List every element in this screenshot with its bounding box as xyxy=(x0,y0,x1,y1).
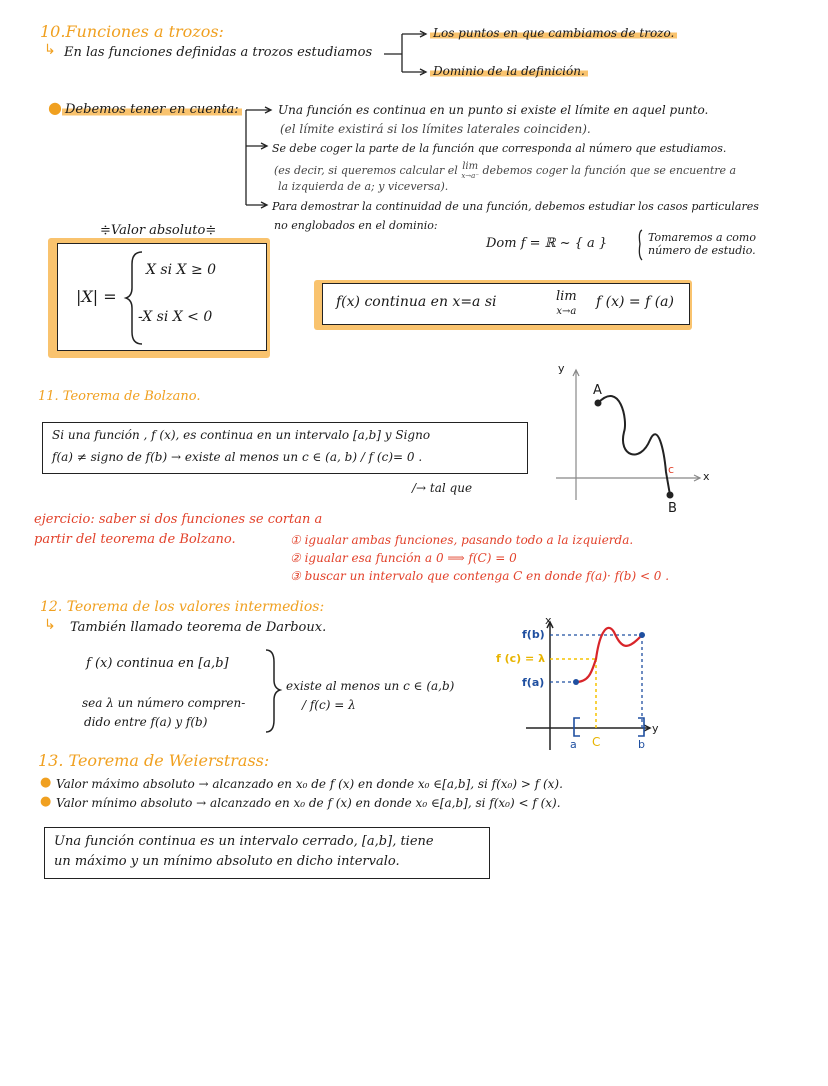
bolzano-y-label: y xyxy=(558,362,565,375)
consider-point-2c: la izquierda de a; y viceversa). xyxy=(278,180,449,193)
s10-intro: En las funciones definidas a trozos estudiamos xyxy=(64,45,373,60)
s10-branch-1: Los puntos en que cambiamos de trozo. xyxy=(430,26,677,40)
domain-note-2: número de estudio. xyxy=(648,244,756,257)
exercise-line-2: partir del teorema de Bolzano. xyxy=(34,532,236,547)
darboux-axes xyxy=(526,622,650,750)
darboux-graph xyxy=(490,610,690,760)
section-11-title: 11. Teorema de Bolzano. xyxy=(38,389,201,404)
consider-point-1: Una función es continua en un punto si existe el límite en aquel punto. xyxy=(278,103,709,117)
weierstrass-box-line-1: Una función continua es un intervalo cerrado, [a,b], tiene xyxy=(54,834,434,849)
bolzano-c-label: c xyxy=(668,463,675,476)
lim-label: lim xyxy=(462,161,479,172)
s12-result-2: / f(c) = λ xyxy=(302,698,356,712)
abs-lhs: |X| = xyxy=(76,287,117,306)
bolzano-x-label: x xyxy=(703,470,710,483)
s10-branch-2: Dominio de la definición. xyxy=(430,64,588,78)
exercise-step-2: ② igualar esa función a 0 ⟹ f(C) = 0 xyxy=(290,551,517,565)
interval-open-bracket xyxy=(574,718,580,736)
bullet-icon-2: ● xyxy=(40,775,52,790)
domain-note-1: Tomaremos a como xyxy=(648,231,756,244)
consider-point-2: Se debe coger la parte de la función que corresponda al número que estudiamos. xyxy=(272,142,727,155)
continuity-result: f (x) = f (a) xyxy=(596,294,674,310)
s12-result-1: existe al menos un c ∈ (a,b) xyxy=(286,679,455,693)
bolzano-b-label: B xyxy=(668,501,677,516)
darboux-y-label: y xyxy=(652,722,659,735)
bullet-icon: ● xyxy=(48,98,62,117)
consider-point-3: Para demostrar la continuidad de una función, debemos estudiar los casos particulares xyxy=(272,200,759,213)
weierstrass-max: Valor máximo absoluto → alcanzado en x₀ de f (x) en donde x₀ ∈[a,b], si f(x₀) > f (x). xyxy=(56,777,563,791)
weierstrass-min: Valor mínimo absoluto → alcanzado en x₀ de f (x) en donde x₀ ∈[a,b], si f(x₀) < f (x). xyxy=(56,796,561,810)
tal-que-note: /→ tal que xyxy=(412,481,473,495)
lambda-guide xyxy=(550,659,596,728)
consider-point-2b: (es decir, si queremos calcular el lim x→a⁻ debemos coger la función que se encuentre a xyxy=(274,161,737,180)
bolzano-line-1: Si una función , f (x), es continua en un intervalo [a,b] y Signo xyxy=(52,428,431,442)
abs-case-1: X si X ≥ 0 xyxy=(146,262,217,278)
darboux-x-label: x xyxy=(545,614,552,627)
exercise-step-3: ③ buscar un intervalo que contenga C en donde f(a)· f(b) < 0 . xyxy=(290,569,670,583)
s12-subtitle: También llamado teorema de Darboux. xyxy=(70,620,327,635)
darboux-c-label: C xyxy=(592,735,601,749)
weierstrass-box-line-2: un máximo y un mínimo absoluto en dicho intervalo. xyxy=(54,854,400,869)
section-10-title: 10.Funciones a trozos: xyxy=(40,22,224,41)
consider-point-1b: (el límite existirá si los límites laterales coinciden). xyxy=(280,122,591,136)
lim-sub: x→a⁻ xyxy=(461,172,480,180)
darboux-a-label: a xyxy=(570,738,577,751)
darboux-fc-label: f (c) = λ xyxy=(496,652,546,665)
section-13-title: 13. Teorema de Weierstrass: xyxy=(38,751,270,770)
exercise-step-1: ① igualar ambas funciones, pasando todo a la izquierda. xyxy=(290,533,634,547)
darboux-fa-label: f(a) xyxy=(522,676,545,689)
continuity-lim: lim x→a xyxy=(556,289,577,317)
abs-case-2: -X si X < 0 xyxy=(138,309,213,325)
continuity-text: f(x) continua en x=a si xyxy=(336,294,497,310)
bullet-icon-3: ● xyxy=(40,794,52,809)
darboux-fb-label: f(b) xyxy=(522,628,545,641)
darboux-curve xyxy=(576,628,642,682)
bolzano-a-label: A xyxy=(593,383,602,398)
sub-arrow-icon: ↳ xyxy=(44,42,56,58)
exercise-line-1: ejercicio: saber si dos funciones se cortan a xyxy=(34,512,323,527)
s12-condition-1: f (x) continua en [a,b] xyxy=(86,656,229,671)
consider-label: Debemos tener en cuenta: xyxy=(62,102,242,117)
domain-formula: Dom f = ℝ ~ { a } xyxy=(486,236,608,251)
consider-point-3b: no englobados en el dominio: xyxy=(274,219,438,232)
bolzano-line-2: f(a) ≠ signo de f(b) → existe al menos un c ∈ (a, b) / f (c)= 0 . xyxy=(52,450,423,464)
interval-close-bracket xyxy=(638,718,644,736)
section-12-title: 12. Teorema de los valores intermedios: xyxy=(40,599,325,615)
s12-condition-2b: dido entre f(a) y f(b) xyxy=(84,715,208,729)
darboux-point-a xyxy=(573,679,579,685)
s12-condition-2a: sea λ un número compren- xyxy=(82,696,246,710)
darboux-point-b xyxy=(639,632,645,638)
sub-arrow-icon-2: ↳ xyxy=(44,617,56,633)
abs-title: ≑Valor absoluto≑ xyxy=(100,223,217,238)
darboux-b-label: b xyxy=(638,738,645,751)
